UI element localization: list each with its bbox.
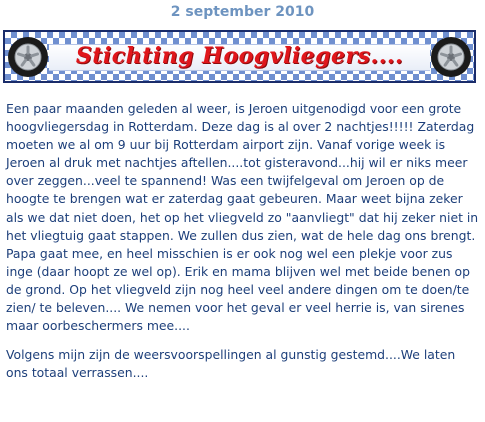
wheel-icon xyxy=(6,35,50,79)
banner-title: Stichting Hoogvliegers.... xyxy=(75,43,404,69)
blog-post xyxy=(0,4,485,382)
wheel-icon xyxy=(429,35,473,79)
post-paragraph: Volgens mijn zijn de weersvoorspellingen al gunstig gestemd....We laten ons totaal verrassen.... xyxy=(6,347,456,381)
banner-image xyxy=(3,30,476,83)
post-paragraph: Een paar maanden geleden al weer, is Jeroen uitgenodigd voor een grote hoogvliegersdag in Rotterdam. Deze dag is al over 2 nachtjes!!!!! Zaterdag moeten we al om 9 uur bij Rotterdam airport zijn. Vanaf vorige week is Jeroen al druk met nachtjes aftellen....tot gisteravond...hij wil er niks meer over zeggen...veel te spannend! Was een twijfelgeval om Jeroen op de hoogte te brengen wat er zaterdag gaat gebeuren. Maar weet bijna zeker als we dat niet doen, het op het vliegveld zo "aanvliegt" dat hij zeker niet in het vliegtuig gaat stappen. We zullen dus zien, wat de hele dag ons brengt. Papa gaat mee, en heel misschien is er ook nog wel een plekje voor zus inge (daar hoopt ze wel op). Erik en mama blijven wel met beide benen op de grond. Op het vliegveld zijn nog heel veel andere dingen om te doen/te zien/ te beleven.... We nemen voor het geval er veel herrie is, van sirenes maar oorbeschermers mee.... xyxy=(6,101,479,334)
post-date: 2 september 2010 xyxy=(170,4,315,20)
